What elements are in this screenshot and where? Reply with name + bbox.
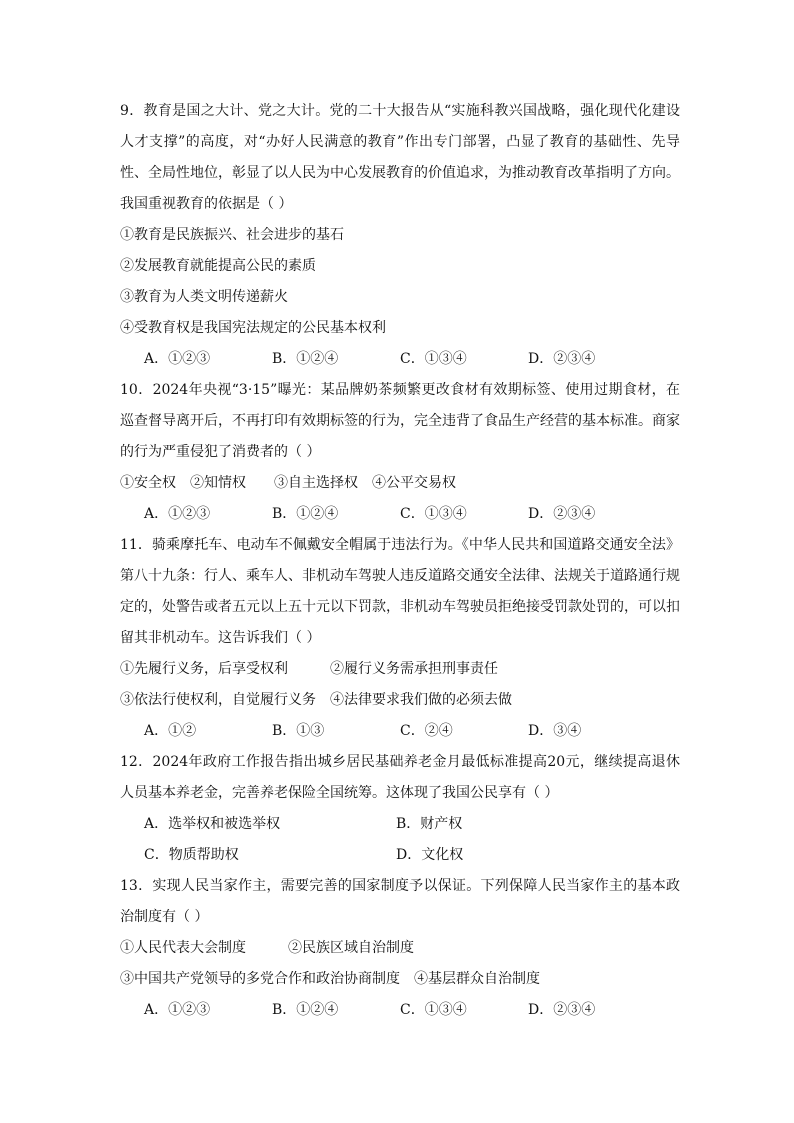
option-a: A．①②③	[144, 351, 211, 367]
statement: ②履行义务需承担刑事责任	[330, 661, 498, 677]
option-a: A．选举权和被选举权	[144, 816, 281, 832]
statement: ④基层群众自治制度	[414, 971, 540, 987]
statement-line	[120, 933, 680, 964]
option-b: B．①②④	[272, 1002, 339, 1018]
statement: ③教育为人类文明传递薪火	[120, 289, 288, 305]
question-9	[120, 96, 680, 375]
option-b: B．财产权	[396, 816, 463, 832]
statement: ③依法行使权利，自觉履行义务	[120, 692, 316, 708]
statement: ①先履行义务，后享受权利	[120, 661, 288, 677]
option-c: C．①③④	[400, 1002, 467, 1018]
question-12	[120, 747, 680, 871]
question-stem: 12．2024年政府工作报告指出城乡居民基础养老金月最低标准提高20元，继续提高退休人员基本养老金，完善养老保险全国统筹。这体现了我国公民享有（ ）	[120, 754, 680, 801]
answer-options	[120, 499, 680, 530]
option-b: B．①②④	[272, 351, 339, 367]
statement: ①人民代表大会制度	[120, 940, 246, 956]
statement: ②知情权	[190, 475, 246, 491]
statement: ①教育是民族振兴、社会进步的基石	[120, 227, 344, 243]
option-d: D．②③④	[528, 506, 596, 522]
statement: ②发展教育就能提高公民的素质	[120, 258, 316, 274]
option-b: B．①②④	[272, 506, 339, 522]
statement: ③中国共产党领导的多党合作和政治协商制度	[120, 971, 400, 987]
answer-options	[120, 716, 680, 747]
answer-options-row	[120, 809, 680, 840]
option-a: A．①②③	[144, 1002, 211, 1018]
statement-line	[120, 468, 680, 499]
statement: ①安全权	[120, 475, 176, 491]
statement-line	[120, 654, 680, 685]
option-c: C．物质帮助权	[144, 847, 239, 863]
question-10	[120, 375, 680, 530]
option-c: C．②④	[400, 723, 453, 739]
question-list	[120, 96, 680, 1026]
statement: ③自主选择权	[274, 475, 358, 491]
question-stem: 13．实现人民当家作主，需要完善的国家制度予以保证。下列保障人民当家作主的基本政治制度有（ ）	[120, 878, 680, 925]
option-d: D．文化权	[396, 847, 464, 863]
answer-options	[120, 995, 680, 1026]
question-13	[120, 871, 680, 1026]
option-d: D．②③④	[528, 351, 596, 367]
option-a: A．①②③	[144, 506, 211, 522]
option-c: C．①③④	[400, 351, 467, 367]
answer-options	[120, 344, 680, 375]
question-stem: 9．教育是国之大计、党之大计。党的二十大报告从“实施科教兴国战略，强化现代化建设人才支撑”的高度，对“办好人民满意的教育”作出专门部署，凸显了教育的基础性、先导性、全局性地位，彰显了以人民为中心发展教育的价值追求，为推动教育改革指明了方向。我国重视教育的依据是（ ）	[120, 103, 680, 212]
option-c: C．①③④	[400, 506, 467, 522]
statement: ④法律要求我们做的必须去做	[330, 692, 512, 708]
statement: ④受教育权是我国宪法规定的公民基本权利	[120, 320, 386, 336]
option-d: D．②③④	[528, 1002, 596, 1018]
statement-line	[120, 964, 680, 995]
statement: ②民族区域自治制度	[288, 940, 414, 956]
question-stem: 11．骑乘摩托车、电动车不佩戴安全帽属于违法行为。《中华人民共和国道路交通安全法》第八十九条：行人、乘车人、非机动车驾驶人违反道路交通安全法律、法规关于道路通行规定的，处警告或者五元以上五十元以下罚款，非机动车驾驶员拒绝接受罚款处罚的，可以扣留其非机动车。这告诉我们（ ）	[120, 537, 680, 646]
question-stem: 10．2024年央视“3·15”曝光：某品牌奶茶频繁更改食材有效期标签、使用过期食材，在巡查督导离开后，不再打印有效期标签的行为，完全违背了食品生产经营的基本标准。商家的行为严重侵犯了消费者的（ ）	[120, 382, 680, 460]
option-b: B．①③	[272, 723, 325, 739]
statement: ④公平交易权	[372, 475, 456, 491]
answer-options-row	[120, 840, 680, 871]
statement-line	[120, 685, 680, 716]
question-11	[120, 530, 680, 747]
option-a: A．①②	[144, 723, 197, 739]
option-d: D．③④	[528, 723, 582, 739]
